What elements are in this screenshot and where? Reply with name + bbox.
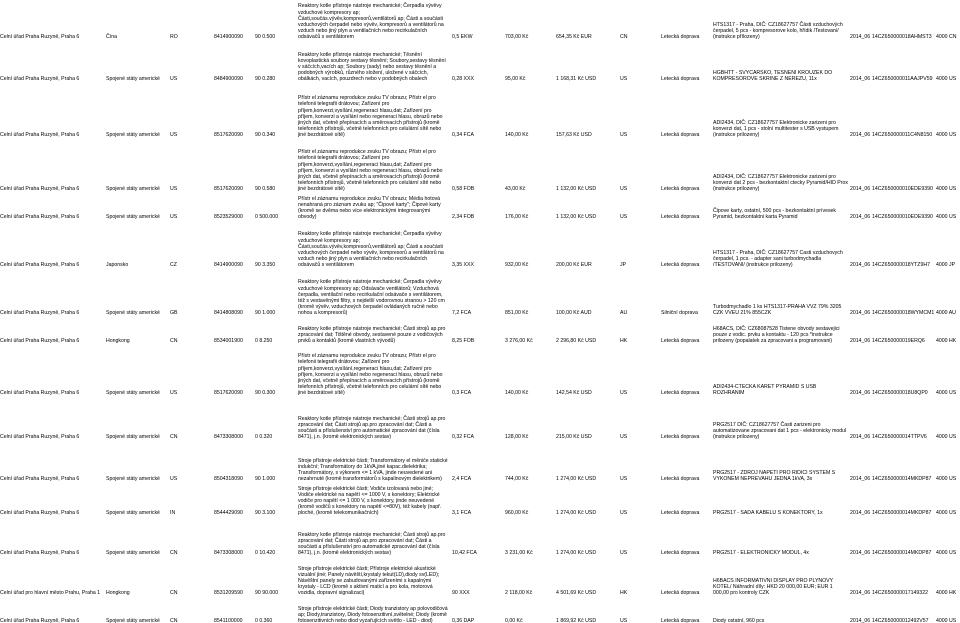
hs-code-cell: 8544429090 — [214, 509, 243, 516]
transport-cell: Silniční doprava — [661, 309, 698, 316]
office-cell: Celní úřad Praha Ruzyně, Praha 6 — [0, 261, 80, 268]
country-code-cell: CN — [170, 549, 178, 556]
country-cell: Hongkong — [106, 589, 130, 596]
transport-cell: Letecká doprava — [661, 389, 700, 396]
transport-cell: Letecká doprava — [661, 617, 700, 623]
weight-cell: 90 0.300 — [255, 389, 276, 396]
description-cell: Reaktory kotle přístroje nástroje mechanické; Těsnění kovoplastická soubory sestavy těsnění; Soubory,sestavy těsnění v sáčcích,vacích ap; Soubory (sady) nebo sestavy těsnění a podobných výrobků, různého složení, uložené v sáčcích, obálkách, vacích, pouzdrech nebo v podobných obalech — [298, 51, 446, 82]
quantity-cell: 0,36 DAP — [452, 617, 475, 623]
country-cell: Spojené státy americké — [106, 75, 160, 82]
weight-cell: 0 8.250 — [255, 337, 273, 344]
period-cell: 2014_06 — [850, 185, 871, 192]
office-cell: Celní úřad Praha Ruzyně, Praha 6 — [0, 337, 80, 344]
origin-cell: JP — [620, 261, 627, 268]
country-cell: Čína — [106, 33, 117, 40]
value-cell: 2 118,00 Kč — [505, 589, 533, 596]
price-cell: 654,35 Kč EUR — [556, 33, 592, 40]
hs-code-cell: 8517620090 — [214, 185, 243, 192]
period-cell: 2014_06 — [850, 433, 871, 440]
transport-cell: Letecká doprava — [661, 75, 700, 82]
country-cell: Spojené státy americké — [106, 185, 160, 192]
weight-cell: 90 90.000 — [255, 589, 279, 596]
country-code-cell: GB — [170, 309, 178, 316]
origin-cell: US — [620, 213, 628, 220]
period-cell: 2014_06 — [850, 475, 871, 482]
hs-code-cell: 8484900090 — [214, 75, 243, 82]
hs-code-cell: 8504318090 — [214, 475, 243, 482]
hs-code-cell: 8414808090 — [214, 309, 243, 316]
hs-code-cell: 8517620090 — [214, 131, 243, 138]
description-cell: Stroje přístroje elektrické části; Vodiče izolovaná nebo jiné; Vodiče elektrické na napětí <= 1000 V, s konektory; Elektrické vodiče pro napětí <= 1 000 V, s konektory, jinde neuvedené (kromě vodičů s konektory na napětí <=80V), též kabely (např. ploché, (kromě telekomunikačních) — [298, 485, 442, 516]
description-cell: Reaktory kotle přístroje nástroje mechanické; Části strojů ap.pro zpracování dat; Tištěné obvody, sestavené pouze z vodičových prvků a kontaktů (kromě vlastních vývodů) — [298, 325, 446, 344]
quantity-cell: 0,32 FCA — [452, 433, 474, 440]
description-cell: Reaktory kotle přístroje nástroje mechanické; Čerpadla vývěvy vzduchové kompresory ap; Odsávače ventilátorů; Vzduchová čerpadla, ventilační nebo recirkulační odsávače s ventilátorem, též s vestavěnými filtry, s nejdelší vodorovnou stranou > 120 cm (kromě vývěv, vzduchových čerpadel ovládaných ručně nebo nohou a kompresorů) — [298, 279, 445, 316]
period-cell: 2014_06 — [850, 213, 871, 220]
period-cell: 2014_06 — [850, 309, 871, 316]
origin-cell: US — [620, 433, 628, 440]
weight-cell: 0 0.320 — [255, 433, 273, 440]
office-cell: Celní úřad Praha Ruzyně, Praha 6 — [0, 617, 80, 623]
period-cell: 2014_06 — [850, 75, 871, 82]
country-code-cell: CN — [170, 337, 178, 344]
value-cell: 43,00 Kč — [505, 185, 526, 192]
value-cell: 932,00 Kč — [505, 261, 529, 268]
value-cell: 128,00 Kč — [505, 433, 529, 440]
hs-code-cell: 8473308000 — [214, 549, 243, 556]
country-code-cell: US — [170, 75, 178, 82]
goods-note-cell: ADI2434, DIČ: CZ18627757 Elektronicke zarizeni pro konverzi dat 2 pcs - bezkontaktní ctecky Pyramid/HID Prox (instrukce prilozeny) — [713, 173, 848, 192]
country-cell: Spojené státy americké — [106, 475, 160, 482]
quantity-cell: 0,3 FCA — [452, 389, 472, 396]
goods-note-cell: PRG2517 - ELEKTRONICKY MODUL, 4x — [713, 549, 809, 556]
quantity-cell: 0,58 FOB — [452, 185, 475, 192]
goods-note-cell: Čipove karty, ostatní, 500 pcs - bezkontaktní prívesek Pyramid, bezkontaktni karta Pyramid — [713, 207, 837, 220]
weight-cell: 90 0.580 — [255, 185, 276, 192]
goods-note-cell: ADI2434, DIČ: CZ18627757 Elektronicke zarizeni pro konverzi dat, 1 pcs - stolní multitester s USB vystupem (instrukce prilozeny) — [713, 119, 839, 138]
country-code-cell: CN — [170, 617, 178, 623]
region-cell: 4000 US — [936, 509, 957, 516]
office-cell: Celní úřad Praha Ruzyně, Praha 6 — [0, 131, 80, 138]
hs-code-cell: 8414900090 — [214, 261, 243, 268]
origin-cell: US — [620, 185, 628, 192]
country-cell: Spojené státy americké — [106, 617, 160, 623]
region-cell: 4000 US — [936, 75, 957, 82]
office-cell: Celní úřad Praha Ruzyně, Praha 6 — [0, 433, 80, 440]
transport-cell: Letecká doprava — [661, 589, 700, 596]
price-cell: 215,00 Kč USD — [556, 433, 592, 440]
declaration-id-cell: 14CZ650000018U8QP0 — [872, 389, 928, 396]
quantity-cell: 0,5 EKW — [452, 33, 473, 40]
declaration-id-cell: 14CZ650000014MKDP87 — [872, 549, 932, 556]
price-cell: 1 132,00 Kč USD — [556, 185, 597, 192]
value-cell: 140,00 Kč — [505, 389, 529, 396]
country-cell: Spojené státy americké — [106, 309, 160, 316]
period-cell: 2014_06 — [850, 617, 871, 623]
origin-cell: AU — [620, 309, 628, 316]
origin-cell: US — [620, 549, 628, 556]
price-cell: 4 501,69 Kč USD — [556, 589, 597, 596]
declaration-id-cell: 14CZ650000010EDE9390 — [872, 213, 933, 220]
description-cell: Přístr el záznamu reprodukce zvuku TV obrazu; Přístr el pro telefonii telegrafii drátovou; Zařízení pro příjem,konverzi,vysílání,regeneraci hlasu,dat; Zařízení pro příjem, konverzi a vysílání nebo regeneraci hlasu, obrazů nebo jiných dat, včetně přepínacích a směrovacích přístrojů (kromě telefonních přístrojů, včetně telefonních pro celulární sítě nebo jiné bezdrátové sítě) — [298, 95, 443, 138]
country-code-cell: CZ — [170, 261, 177, 268]
goods-note-cell: HTS1317 - Praha, DIČ: CZ18627757 Části vzduchových čerpadel, 5 pcs - kompresorove kolo, hřídik /Testovaní/ (instrukce přílozeny) — [713, 21, 843, 40]
country-cell: Spojené státy americké — [106, 549, 160, 556]
office-cell: Celní úřad Praha Ruzyně, Praha 6 — [0, 75, 80, 82]
origin-cell: US — [620, 475, 628, 482]
value-cell: 851,00 Kč — [505, 309, 529, 316]
quantity-cell: 90 XXX — [452, 589, 470, 596]
country-cell: Spojené státy americké — [106, 213, 160, 220]
country-code-cell: CN — [170, 589, 178, 596]
description-cell: Přístr el záznamu reprodukce zvuku TV obrazu; Média hotová nenahraná pro záznam zvuku ap; "Čipové karty"; Čipové karty (kromě se dvěma nebo více elektronickými integrovanými obvody) — [298, 195, 441, 220]
quantity-cell: 0,28 XXX — [452, 75, 474, 82]
weight-cell: 0 500.000 — [255, 213, 279, 220]
transport-cell: Letecká doprava — [661, 261, 700, 268]
goods-note-cell: H6BACS INFORMATIVNI DISPLAY PRO PLYNOVY KOTEL/ Náhradní díly: HKD 20 000,00 EUR; EUR 1 000,00 pro kontroly CZK — [713, 577, 834, 596]
office-cell: Celní úřad Praha Ruzyně, Praha 6 — [0, 309, 80, 316]
price-cell: 1 168,31 Kč USD — [556, 75, 597, 82]
transport-cell: Letecká doprava — [661, 131, 700, 138]
transport-cell: Letecká doprava — [661, 213, 700, 220]
country-code-cell: IN — [170, 509, 176, 516]
goods-note-cell: PRG2517 - SADA KABELU S KONEKTORY, 1x — [713, 509, 823, 516]
origin-cell: HK — [620, 337, 628, 344]
region-cell: 4000 HK — [936, 337, 957, 344]
goods-note-cell: PRG2517 DIČ: CZ18627757 Časti zarizeni pro automatizovane zpracovani dat 1 pcs - elektronicky modul (instrukce prilozeny) — [713, 421, 847, 440]
office-cell: Celní úřad pro hlavní město Prahu, Praha 1 — [0, 589, 101, 596]
office-cell: Celní úřad Praha Ruzyně, Praha 6 — [0, 509, 80, 516]
region-cell: 4000 HK — [936, 589, 957, 596]
goods-note-cell: HGBHTT - SVYCARSKO, TESNENI KROUZEK DO KOMPRESOROVE SKRINE Z NEREZU, 11x — [713, 69, 833, 82]
country-cell: Spojené státy americké — [106, 389, 160, 396]
declaration-id-cell: 14CZ650000018YTZ9H7 — [872, 261, 930, 268]
country-code-cell: US — [170, 185, 178, 192]
origin-cell: US — [620, 617, 628, 623]
region-cell: 4000 JP — [936, 261, 956, 268]
value-cell: 744,00 Kč — [505, 475, 529, 482]
price-cell: 1 132,00 Kč USD — [556, 213, 597, 220]
region-cell: 4000 US — [936, 475, 957, 482]
office-cell: Celní úřad Praha Ruzyně, Praha 6 — [0, 185, 80, 192]
price-cell: 142,54 Kč USD — [556, 389, 592, 396]
office-cell: Celní úřad Praha Ruzyně, Praha 6 — [0, 549, 80, 556]
declaration-id-cell: 14CZ650000017149322 — [872, 589, 928, 596]
weight-cell: 90 0.500 — [255, 33, 276, 40]
period-cell: 2014_06 — [850, 261, 871, 268]
period-cell: 2014_06 — [850, 131, 871, 138]
region-cell: 4000 US — [936, 433, 957, 440]
hs-code-cell: 8531209590 — [214, 589, 243, 596]
hs-code-cell: 8534001900 — [214, 337, 243, 344]
country-cell: Hongkong — [106, 337, 130, 344]
price-cell: 100,00 Kč AUD — [556, 309, 592, 316]
hs-code-cell: 8517620090 — [214, 389, 243, 396]
description-cell: Stroje přístroje elektrické části; Transformátory el měniče statické indukční; Transformátory do 1kVA,jiné kapac.dielektrika; Transformátory, s výkonem <= 1 kVA, jinde neuvedené ani nezahrnuté (kromě transformátorů s kapalinovým dielektrikem) — [298, 457, 448, 482]
office-cell: Celní úřad Praha Ruzyně, Praha 6 — [0, 389, 80, 396]
region-cell: 4000 US — [936, 389, 957, 396]
description-cell: Stroje přístroje elektrické části; Diody tranzistory ap polovodičová ap; Diody,tranzistory, Diody fotosenzitivní,světelné; Diody (kromě fotosenzitivních nebo diod vyzařujících světlo - LED - diod) — [298, 605, 448, 623]
weight-cell: 0 0.360 — [255, 617, 273, 623]
quantity-cell: 10,42 FCA — [452, 549, 477, 556]
country-code-cell: CN — [170, 433, 178, 440]
transport-cell: Letecká doprava — [661, 475, 700, 482]
origin-cell: CN — [620, 33, 628, 40]
country-cell: Spojené státy americké — [106, 131, 160, 138]
goods-note-cell: ADI2434-CTECKA KARET PYRAMID S USB ROZHRANIM — [713, 383, 817, 396]
quantity-cell: 3,1 FCA — [452, 509, 472, 516]
declaration-id-cell: 14CZ650000014MKDP87 — [872, 509, 932, 516]
declaration-id-cell: 14CZ650000014TTPV6 — [872, 433, 927, 440]
country-code-cell: US — [170, 131, 178, 138]
declaration-id-cell: 14CZ650000018AHMST3 — [872, 33, 932, 40]
value-cell: 3 276,00 Kč — [505, 337, 533, 344]
region-cell: 4000 US — [936, 131, 957, 138]
period-cell: 2014_06 — [850, 509, 871, 516]
hs-code-cell: 8541100000 — [214, 617, 243, 623]
region-cell: 4000 AU — [936, 309, 956, 316]
description-cell: Reaktory kotle přístroje nástroje mechanické; Části strojů ap.pro zpracování dat; Části strojů ap.pro zpracování dat; Části a součásti a příslušenství pro automatické zpracování dat (čísla 8471), j.n. (kromě elektronických sestav) — [298, 415, 446, 440]
goods-note-cell: Diody ostatní, 960 pcs — [713, 617, 765, 623]
region-cell: 4000 US — [936, 549, 957, 556]
hs-code-cell: 8473308000 — [214, 433, 243, 440]
country-code-cell: US — [170, 213, 178, 220]
price-cell: 157,63 Kč USD — [556, 131, 592, 138]
origin-cell: HK — [620, 589, 628, 596]
goods-note-cell: H68ACS, DIČ: CZ68087528 Tistene obvody sestavejici pouze z vodic. prvku a kontaktu - 120 pcs *instrukce prilozeny (popalatek za zpracovani a programovani) — [713, 325, 840, 344]
price-cell: 200,00 Kč EUR — [556, 261, 592, 268]
value-cell: 3 231,00 Kč — [505, 549, 533, 556]
transport-cell: Letecká doprava — [661, 549, 700, 556]
weight-cell: 90 3.100 — [255, 509, 276, 516]
period-cell: 2014_06 — [850, 589, 871, 596]
country-cell: Spojené státy americké — [106, 509, 160, 516]
transport-cell: Letecká doprava — [661, 185, 700, 192]
country-cell: Spojené státy americké — [106, 433, 160, 440]
origin-cell: US — [620, 509, 628, 516]
hs-code-cell: 8523529000 — [214, 213, 243, 220]
declaration-id-cell: 14CZ650000012492V57 — [872, 617, 929, 623]
quantity-cell: 8,25 FOB — [452, 337, 475, 344]
price-cell: 2 296,80 Kč USD — [556, 337, 597, 344]
description-cell: Přístr el záznamu reprodukce zvuku TV obrazu; Přístr el pro telefonii telegrafii drátovou; Zařízení pro příjem,konverzi,vysílání,regeneraci hlasu,dat; Zařízení pro příjem, konverzi a vysílání nebo regeneraci hlasu, obrazů nebo jiných dat, včetně přepínacích a směrovacích přístrojů (kromě telefonních přístrojů, včetně telefonních pro celulární sítě nebo jiné bezdrátové sítě) — [298, 149, 443, 192]
value-cell: 960,00 Kč — [505, 509, 529, 516]
country-cell: Japonsko — [106, 261, 129, 268]
quantity-cell: 3,35 XXX — [452, 261, 474, 268]
country-code-cell: US — [170, 475, 178, 482]
origin-cell: US — [620, 75, 628, 82]
weight-cell: 90 0.280 — [255, 75, 276, 82]
description-cell: Přístr el záznamu reprodukce zvuku TV obrazu; Přístr el pro telefonii telegrafii drátovou; Zařízení pro příjem,konverzi,vysílání,regeneraci hlasu,dat; Zařízení pro příjem, konverzi a vysílání nebo regeneraci hlasu, obrazů nebo jiných dat, včetně přepínacích a směrovacích přístrojů (kromě telefonních přístrojů, včetně telefonních pro celulární sítě nebo jiné bezdrátové sítě) — [298, 353, 443, 396]
period-cell: 2014_06 — [850, 337, 871, 344]
price-cell: 1 274,00 Kč USD — [556, 475, 597, 482]
office-cell: Celní úřad Praha Ruzyně, Praha 6 — [0, 33, 80, 40]
quantity-cell: 0,34 FCA — [452, 131, 474, 138]
goods-note-cell: Turbodmychadlo 1 ks HTS1317-PRAHA VVZ 79% 3205 CZK VVEU 21% 855CZK — [713, 303, 842, 316]
origin-cell: US — [620, 389, 628, 396]
region-cell: 4000 US — [936, 185, 957, 192]
price-cell: 1 274,00 Kč USD — [556, 549, 597, 556]
country-code-cell: US — [170, 389, 178, 396]
period-cell: 2014_06 — [850, 549, 871, 556]
region-cell: 4000 CN — [936, 33, 957, 40]
price-cell: 1 274,00 Kč USD — [556, 509, 597, 516]
value-cell: 95,00 Kč — [505, 75, 526, 82]
country-code-cell: RO — [170, 33, 178, 40]
declaration-id-cell: 14CZ650000010EDE9390 — [872, 185, 933, 192]
quantity-cell: 2,4 FCA — [452, 475, 472, 482]
region-cell: 4000 US — [936, 617, 957, 623]
declaration-id-cell: 14CZ650000011AAJPV59 — [872, 75, 933, 82]
transport-cell: Letecká doprava — [661, 509, 700, 516]
quantity-cell: 7,2 FCA — [452, 309, 472, 316]
goods-note-cell: HTS1317 - Praha, DIČ: CZ18627757 Casti vzduchovych čerpadel, 1 pcs. - adapter sani turbodmychadla /TESTOVANI/ (instrukce prilozeny) — [713, 249, 843, 268]
transport-cell: Letecká doprava — [661, 337, 700, 344]
value-cell: 0,00 Kč — [505, 617, 523, 623]
description-cell: Reaktory kotle přístroje nástroje mechanické; Čerpadla vývěvy vzduchové kompresory ap; Části,součás.vývěv,kompresorů,ventilátorů ap; Části a součásti vzduchových čerpadel nebo vývěv, kompresorů a ventilátorů na vzduch nebo jiný plyn a ventilačních nebo recirkulačních odsávačů s ventilátorem — [298, 3, 444, 40]
value-cell: 176,00 Kč — [505, 213, 529, 220]
region-cell: 4000 US — [936, 213, 957, 220]
hs-code-cell: 8414900090 — [214, 33, 243, 40]
office-cell: Celní úřad Praha Ruzyně, Praha 6 — [0, 213, 80, 220]
origin-cell: US — [620, 131, 628, 138]
goods-note-cell: PRG2517 - ZDROJ NAPETI PRO RIDICI SYSTEM S VYKONEM NEPREVAHU JEDNA 1kVA, 3x — [713, 469, 836, 482]
office-cell: Celní úřad Praha Ruzyně, Praha 6 — [0, 475, 80, 482]
description-cell: Reaktory kotle přístroje nástroje mechanické; Části strojů ap.pro zpracování dat; Části strojů ap.pro zpracování dat; Části a součásti a příslušenství pro automatické zpracování dat (čísla 8471), j.n. (kromě elektronických sestav) — [298, 531, 446, 556]
declaration-id-cell: 14CZ650000014MKDP87 — [872, 475, 932, 482]
weight-cell: 90 0.340 — [255, 131, 276, 138]
weight-cell: 90 3.350 — [255, 261, 276, 268]
declaration-id-cell: 14CZ650000011C4N8150 — [872, 131, 933, 138]
quantity-cell: 2,34 FOB — [452, 213, 475, 220]
weight-cell: 0 10.420 — [255, 549, 276, 556]
declaration-id-cell: 14CZ650000018WYMCM1 — [872, 309, 935, 316]
transport-cell: Letecká doprava — [661, 433, 700, 440]
value-cell: 703,00 Kč — [505, 33, 529, 40]
value-cell: 140,00 Kč — [505, 131, 529, 138]
weight-cell: 90 1.000 — [255, 475, 276, 482]
description-cell: Stroje přístroje elektrické části; Přístroje elektrické akustické vizuální jiné; Panely návěští,krystaly tekut(LD),diody sv(LED); Návěštní panely se zabudovanými zařízeními s kapalnými krystaly - LCD (kromě s aktivní maticí a pro kola, motorová vozidla, dopravní signalizaci) — [298, 565, 440, 596]
transport-cell: Letecká doprava — [661, 33, 700, 40]
period-cell: 2014_06 — [850, 389, 871, 396]
weight-cell: 90 1.000 — [255, 309, 276, 316]
description-cell: Reaktory kotle přístroje nástroje mechanické; Čerpadla vývěvy vzduchové kompresory ap; Části,součás.vývěv,kompresorů,ventilátorů ap; Části a součásti vzduchových čerpadel nebo vývěv, kompresorů a ventilátorů na vzduch nebo jiný plyn a ventilačních nebo recirkulačních odsávačů s ventilátorem — [298, 231, 444, 268]
declaration-id-cell: 14CZ650000019ERQ6 — [872, 337, 925, 344]
period-cell: 2014_06 — [850, 33, 871, 40]
price-cell: 1 869,92 Kč USD — [556, 617, 597, 623]
